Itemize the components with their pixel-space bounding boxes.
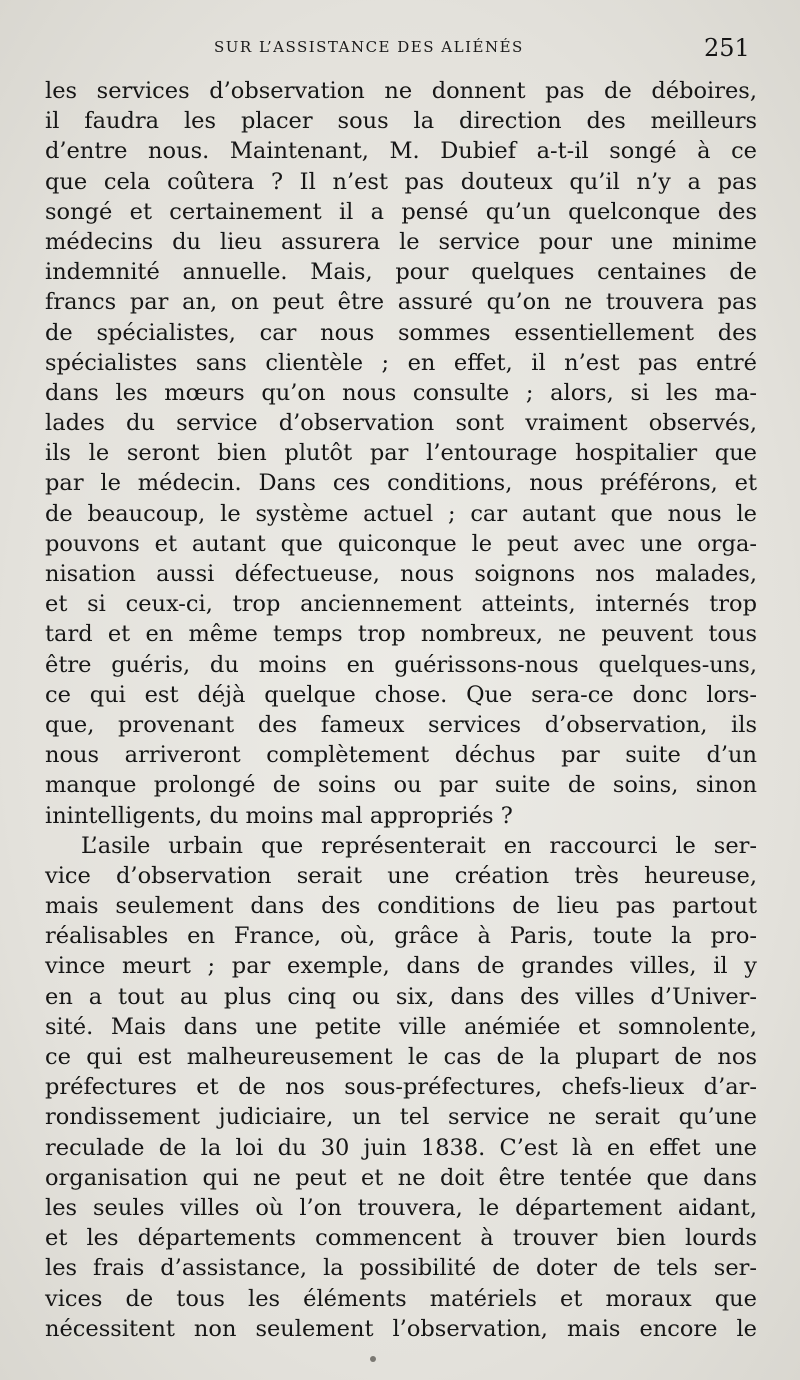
text-line: manque prolongé de soins ou par suite de soins, sinon bbox=[45, 772, 757, 799]
text-line: que, provenant des fameux services d’observation, ils bbox=[45, 711, 757, 738]
text-line: L’asile urbain que représenterait en raccourci le ser- bbox=[81, 832, 757, 859]
text-line: ils le seront bien plutôt par l’entourage hospitalier que bbox=[45, 440, 757, 467]
text-line: que cela coûtera ? Il n’est pas douteux qu’il n’y a pas bbox=[45, 168, 757, 195]
text-line: d’entre nous. Maintenant, M. Dubief a-t-il songé à ce bbox=[45, 138, 757, 165]
text-line: et les départements commencent à trouver bien lourds bbox=[45, 1225, 757, 1252]
page-header bbox=[0, 34, 800, 74]
text-line: inintelligents, du moins mal appropriés ? bbox=[45, 802, 513, 829]
text-line: nisation aussi défectueuse, nous soignons nos malades, bbox=[45, 561, 757, 587]
running-head: SUR L’ASSISTANCE DES ALIÉNÉS bbox=[214, 38, 524, 56]
text-line: pouvons et autant que quiconque le peut avec une orga- bbox=[45, 530, 757, 557]
text-line: rondissement judiciaire, un tel service ne serait qu’une bbox=[45, 1104, 757, 1131]
text-line: ce qui est déjà quelque chose. Que sera-ce donc lors- bbox=[45, 681, 757, 708]
page-number: 251 bbox=[704, 34, 750, 62]
text-line: de beaucoup, le système actuel ; car autant que nous le bbox=[45, 500, 757, 527]
text-line: tard et en même temps trop nombreux, ne peuvent tous bbox=[45, 621, 757, 648]
text-line: mais seulement dans des conditions de lieu pas partout bbox=[45, 893, 757, 920]
text-line: francs par an, on peut être assuré qu’on ne trouvera pas bbox=[45, 289, 757, 316]
text-line: spécialistes sans clientèle ; en effet, il n’est pas entré bbox=[45, 349, 757, 376]
text-line: en a tout au plus cinq ou six, dans des villes d’Univer- bbox=[45, 983, 757, 1010]
text-line: lades du service d’observation sont vraiment observés, bbox=[45, 410, 757, 437]
text-line: sité. Mais dans une petite ville anémiée et somnolente, bbox=[45, 1013, 757, 1040]
text-line: il faudra les placer sous la direction des meilleurs bbox=[45, 108, 757, 135]
ink-speck bbox=[370, 1356, 376, 1362]
text-line: vices de tous les éléments matériels et moraux que bbox=[45, 1285, 757, 1312]
text-line: être guéris, du moins en guérissons-nous quelques-uns, bbox=[45, 651, 757, 678]
text-line: organisation qui ne peut et ne doit être tentée que dans bbox=[45, 1164, 757, 1191]
text-line: nous arriveront complètement déchus par suite d’un bbox=[45, 742, 757, 769]
text-line: réalisables en France, où, grâce à Paris, toute la pro- bbox=[45, 923, 757, 950]
text-line: nécessitent non seulement l’observation, mais encore le bbox=[45, 1315, 757, 1342]
text-line: vice d’observation serait une création très heureuse, bbox=[45, 862, 757, 889]
text-line: indemnité annuelle. Mais, pour quelques centaines de bbox=[45, 259, 757, 286]
text-line: de spécialistes, car nous sommes essentiellement des bbox=[45, 319, 757, 346]
text-line: les services d’observation ne donnent pas de déboires, bbox=[45, 78, 757, 104]
text-line: dans les mœurs qu’on nous consulte ; alors, si les ma- bbox=[45, 379, 757, 406]
text-line: les seules villes où l’on trouvera, le département aidant, bbox=[45, 1194, 757, 1221]
text-line: vince meurt ; par exemple, dans de grandes villes, il y bbox=[45, 953, 757, 980]
text-line: médecins du lieu assurera le service pour une minime bbox=[45, 228, 757, 255]
text-line: reculade de la loi du 30 juin 1838. C’est là en effet une bbox=[45, 1134, 757, 1161]
text-line: et si ceux-ci, trop anciennement atteints, internés trop bbox=[45, 591, 757, 618]
body-text bbox=[45, 76, 757, 1344]
text-line: les frais d’assistance, la possibilité de doter de tels ser- bbox=[45, 1255, 757, 1282]
text-line: ce qui est malheureusement le cas de la plupart de nos bbox=[45, 1044, 757, 1070]
text-line: préfectures et de nos sous-préfectures, chefs-lieux d’ar- bbox=[45, 1074, 757, 1101]
text-line: par le médecin. Dans ces conditions, nous préférons, et bbox=[45, 470, 757, 497]
text-line: songé et certainement il a pensé qu’un quelconque des bbox=[45, 198, 757, 225]
